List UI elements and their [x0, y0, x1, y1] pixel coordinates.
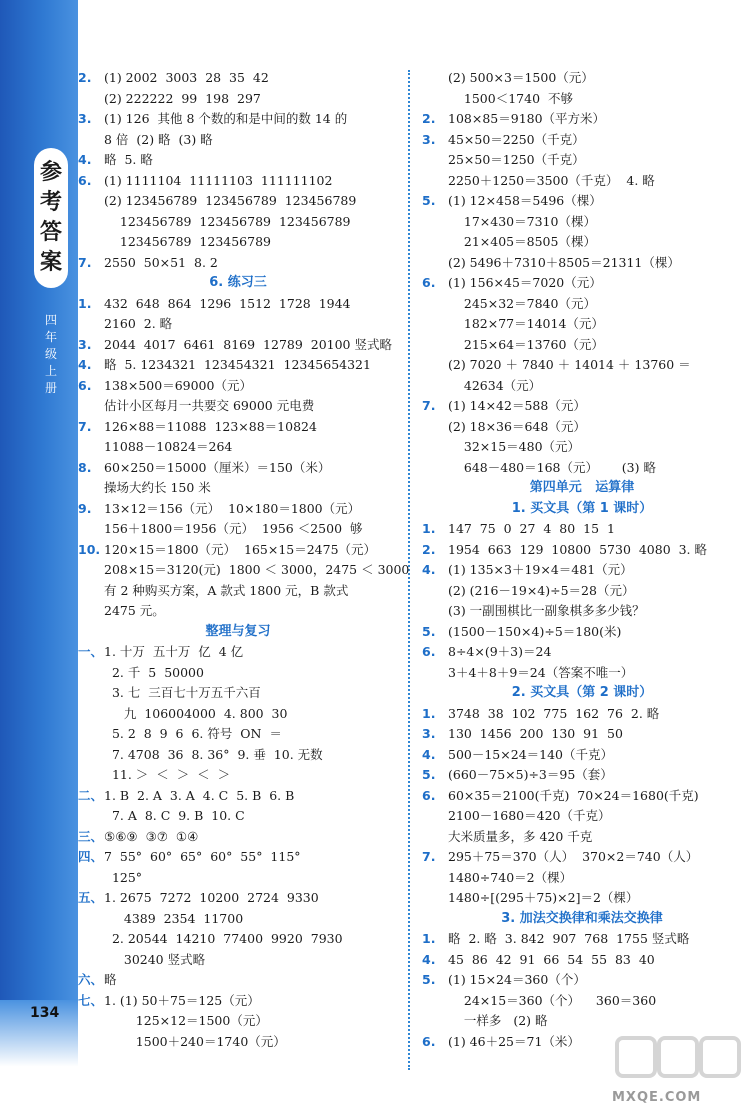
watermark-text: MXQE.COM — [612, 1090, 702, 1105]
answer-line — [78, 972, 117, 987]
answer-line — [422, 1034, 580, 1049]
answer-line — [78, 234, 271, 249]
answer-line — [422, 316, 604, 331]
answer-line — [78, 931, 343, 946]
item-number: 10. — [78, 541, 101, 557]
answer-line — [78, 747, 323, 762]
answer-line — [422, 767, 613, 782]
answer-text: 2. 20544 14210 77400 9920 7930 — [104, 931, 343, 946]
item-number: 9. — [78, 500, 92, 516]
answer-text: 大米质量多，多 420 千克 — [448, 828, 593, 844]
answer-line — [422, 931, 689, 946]
answer-line — [422, 890, 638, 905]
item-number: 七、 — [78, 992, 104, 1008]
answer-text: 1. 2675 7272 10200 2724 9330 — [104, 890, 319, 905]
section-heading: 第四单元 运算律 — [529, 480, 635, 495]
answer-text: (1) 46＋25＝71（米） — [448, 1033, 580, 1049]
answer-text: ⑤⑥⑨ ③⑦ ①④ — [104, 828, 199, 844]
grade-char: 级 — [44, 347, 57, 361]
answer-line — [78, 501, 360, 516]
answer-text: 3＋4＋8＋9＝24（答案不唯一） — [448, 664, 634, 680]
answer-line — [78, 788, 294, 803]
answer-text: 130 1456 200 130 91 50 — [448, 726, 623, 741]
section-heading: 1. 买文具（第 1 课时） — [511, 500, 653, 516]
item-number: 4. — [422, 951, 436, 967]
item-number: 6. — [422, 644, 436, 659]
answer-line — [78, 337, 392, 352]
answer-text: (1) 2002 3003 28 35 42 — [104, 70, 269, 85]
item-number: 四、 — [78, 849, 104, 864]
item-number: 5. — [422, 972, 436, 987]
answer-text: 11. ＞ ＜ ＞ ＜ ＞ — [104, 767, 231, 782]
answer-line — [422, 993, 656, 1008]
answer-text: 108×85＝9180（平方米） — [448, 111, 606, 126]
answer-line — [78, 255, 218, 270]
answer-line — [422, 296, 596, 311]
item-number: 五、 — [78, 890, 104, 905]
answer-text: 7. A 8. C 9. B 10. C — [104, 808, 245, 823]
answer-text: 125×12＝1500（元） — [104, 1013, 268, 1028]
item-number: 1. — [78, 295, 92, 311]
grade-char: 册 — [44, 381, 57, 395]
answer-text: 九 106004000 4. 800 30 — [104, 705, 288, 721]
answer-line — [422, 378, 541, 393]
answer-text: (2) 222222 99 198 297 — [104, 90, 261, 106]
answer-line — [422, 542, 707, 557]
answer-line — [78, 685, 261, 700]
answer-line — [78, 583, 348, 598]
answer-text: 1500＜1740 不够 — [448, 90, 573, 106]
answer-line — [78, 480, 211, 495]
answer-line — [78, 870, 142, 885]
answer-line — [422, 255, 680, 270]
answer-line — [422, 1013, 548, 1028]
answer-text: (2) 5496＋7310＋8505＝21311（棵） — [448, 254, 680, 270]
answer-text: 45 86 42 91 66 54 55 83 40 — [448, 951, 655, 967]
answer-text: (1) 126 其他 8 个数的和是中间的数 14 的 — [104, 111, 348, 126]
answer-text: 30240 竖式略 — [104, 951, 206, 967]
answer-line — [422, 624, 621, 639]
answer-line — [422, 337, 604, 352]
item-number: 1. — [422, 705, 436, 721]
item-number: 4. — [78, 357, 92, 372]
answer-text: 156＋1800＝1956（元） 1956 ＜2500 够 — [104, 521, 363, 536]
answer-text: 1480÷[(295＋75)×2]＝2（棵） — [448, 890, 639, 905]
answer-line — [422, 193, 602, 208]
answer-text: (1) 135×3＋19×4＝481（元） — [448, 562, 633, 577]
answer-text: 208×15＝3120(元) 1800 ＜ 3000，2475 ＜ 3000 — [104, 562, 410, 577]
answer-text: 略 2. 略 3. 842 907 768 1755 竖式略 — [448, 931, 690, 946]
section-heading: 3. 加法交换律和乘法交换律 — [501, 910, 663, 926]
item-number: 6. — [422, 1033, 436, 1049]
answer-line — [422, 788, 699, 803]
answer-text: (1) 15×24＝360（个） — [448, 972, 586, 987]
answer-line — [78, 521, 362, 536]
answer-line — [78, 70, 269, 85]
answer-text: 123456789 123456789 — [104, 234, 271, 249]
answer-line — [78, 849, 301, 864]
section-heading: 整理与复习 — [205, 623, 271, 639]
answer-line — [422, 562, 633, 577]
answer-line — [78, 419, 317, 434]
answer-line — [422, 152, 585, 167]
item-number: 一、 — [78, 644, 104, 659]
answer-line — [78, 214, 351, 229]
answer-line — [422, 419, 586, 434]
answer-line — [422, 644, 551, 659]
item-number: 3. — [422, 131, 436, 147]
answer-text: 182×77＝14014（元） — [448, 316, 604, 331]
answer-text: 1500＋240＝1740（元） — [104, 1033, 286, 1049]
answer-line — [422, 829, 592, 844]
answer-text: 147 75 0 27 4 80 15 1 — [448, 521, 615, 536]
answer-text: 25×50＝1250（千克） — [448, 152, 585, 167]
answer-line — [78, 460, 330, 475]
answer-text: 295＋75＝370（人） 370×2＝740（人） — [448, 849, 699, 864]
answer-line — [78, 91, 261, 106]
item-number: 5. — [422, 193, 436, 208]
answer-line — [422, 603, 645, 618]
answer-text: 有 2 种购买方案，A 款式 1800 元，B 款式 — [104, 582, 349, 598]
answer-text: 2044 4017 6461 8169 12789 20100 竖式略 — [104, 336, 392, 352]
answer-line — [422, 460, 656, 475]
answer-text: 2475 元。 — [104, 603, 165, 618]
grade-char: 上 — [44, 364, 57, 378]
answer-line — [422, 583, 634, 598]
answer-text: 11088－10824＝264 — [104, 439, 233, 454]
answer-line — [78, 665, 204, 680]
answer-line — [78, 1013, 268, 1028]
tab-char: 考 — [39, 190, 62, 215]
answer-text: 120×15＝1800（元） 165×15＝2475（元） — [104, 541, 377, 557]
item-number: 1. — [422, 521, 436, 536]
item-number: 6. — [78, 172, 92, 188]
answer-key-tab — [34, 148, 68, 288]
item-number: 三、 — [78, 828, 104, 844]
answer-text: 60×35＝2100(千克) 70×24＝1680(千克) — [448, 787, 699, 803]
answer-line — [78, 193, 356, 208]
answer-line — [422, 398, 586, 413]
answer-text: 1. 十万 五十万 亿 4 亿 — [104, 644, 244, 659]
answer-text: 13×12＝156（元） 10×180＝1800（元） — [104, 500, 361, 516]
answer-line — [422, 849, 698, 864]
answer-line — [422, 173, 655, 188]
tab-char: 参 — [39, 160, 62, 185]
answer-line — [422, 870, 572, 885]
answer-line — [422, 439, 580, 454]
item-number: 6. — [78, 377, 92, 393]
answer-line — [78, 603, 165, 618]
item-number: 7. — [422, 398, 436, 413]
section-heading: 6. 练习三 — [209, 275, 267, 290]
item-number: 6. — [422, 275, 436, 290]
tab-char: 答 — [39, 220, 62, 245]
answer-line — [78, 644, 243, 659]
answer-line — [422, 357, 691, 372]
answer-line — [422, 747, 613, 762]
answer-text: (2) 18×36＝648（元） — [448, 418, 586, 434]
answer-text: 8 倍 (2) 略 (3) 略 — [104, 131, 213, 147]
answer-line — [78, 132, 213, 147]
item-number: 4. — [78, 152, 92, 167]
answer-text: (1) 14×42＝588（元） — [448, 398, 586, 413]
answer-line — [78, 316, 172, 331]
answer-line — [78, 911, 243, 926]
answer-text: 17×430＝7310（棵） — [448, 213, 596, 229]
answer-line — [422, 91, 573, 106]
answer-line — [422, 234, 596, 249]
answer-line — [78, 1034, 286, 1049]
answer-line — [78, 378, 252, 393]
item-number: 6. — [422, 787, 436, 803]
answer-text: 32×15＝480（元） — [448, 439, 581, 454]
answer-line — [78, 398, 314, 413]
answer-text: 略 5. 略 — [104, 152, 153, 167]
answer-text: 60×250＝15000（厘米）＝150（米） — [104, 459, 331, 475]
answer-line — [78, 439, 232, 454]
answer-text: 一样多 (2) 略 — [448, 1013, 548, 1028]
answer-text: 215×64＝13760（元） — [448, 336, 604, 352]
answer-text: 估计小区每月一共要交 69000 元电费 — [104, 398, 315, 413]
answer-text: 2. 千 5 50000 — [104, 664, 204, 680]
answer-text: 操场大约长 150 米 — [104, 480, 211, 495]
answer-text: 2550 50×51 8. 2 — [104, 254, 218, 270]
item-number: 5. — [422, 767, 436, 782]
answer-line — [422, 808, 610, 823]
answer-line — [78, 890, 319, 905]
page-number: 134 — [30, 1005, 60, 1021]
answer-line — [78, 829, 198, 844]
answer-text: 42634（元） — [448, 377, 542, 393]
item-number: 3. — [422, 726, 436, 741]
answer-line — [422, 132, 585, 147]
answer-text: 1480÷740＝2（棵） — [448, 869, 573, 885]
answer-text: 略 — [104, 972, 117, 987]
answer-line — [422, 665, 633, 680]
answer-text: 432 648 864 1296 1512 1728 1944 — [104, 295, 351, 311]
grade-label — [40, 312, 62, 397]
answer-text: (660－75×5)÷3＝95（套） — [448, 767, 613, 782]
answer-line — [422, 972, 586, 987]
tab-char: 案 — [39, 250, 62, 275]
answer-text: 7. 4708 36 8. 36° 9. 垂 10. 无数 — [104, 746, 323, 762]
answer-line — [422, 521, 615, 536]
answer-text: (3) 一副围棋比一副象棋多多少钱？ — [448, 603, 645, 618]
answer-text: (1) 12×458＝5496（棵） — [448, 193, 602, 208]
item-number: 4. — [422, 562, 436, 577]
answer-text: 648－480＝168（元） (3) 略 — [448, 459, 656, 475]
answer-line — [422, 70, 594, 85]
answer-line — [78, 952, 205, 967]
grade-char: 四 — [44, 313, 57, 327]
answer-text: (1500－150×4)÷5＝180(米) — [448, 623, 622, 639]
answer-text: 3. 七 三百七十万五千六百 — [104, 685, 261, 700]
answer-text: (2) 500×3＝1500（元） — [448, 70, 594, 85]
item-number: 8. — [78, 459, 92, 475]
item-number: 2. — [422, 541, 436, 557]
answer-line — [422, 111, 605, 126]
answer-text: 3748 38 102 775 162 76 2. 略 — [448, 705, 660, 721]
sidebar-band — [0, 0, 78, 1000]
answer-line — [78, 542, 376, 557]
item-number: 7. — [78, 254, 92, 270]
answer-text: 1. B 2. A 3. A 4. C 5. B 6. B — [104, 787, 295, 803]
answer-text: (2) 7020 ＋ 7840 ＋ 14014 ＋ 13760 ＝ — [448, 357, 691, 372]
item-number: 1. — [422, 931, 436, 946]
answer-text: 1. (1) 50＋75＝125（元） — [104, 992, 260, 1008]
answer-text: 2100－1680＝420（千克） — [448, 808, 611, 823]
grade-char: 年 — [44, 330, 57, 344]
answer-text: 4389 2354 11700 — [104, 910, 244, 926]
answer-line — [78, 296, 351, 311]
item-number: 3. — [78, 111, 92, 126]
answer-line — [78, 111, 347, 126]
answer-text: (2) (216－19×4)÷5＝28（元） — [448, 582, 635, 598]
section-heading: 2. 买文具（第 2 课时） — [511, 685, 653, 700]
answer-line — [422, 706, 659, 721]
answer-text: 1954 663 129 10800 5730 4080 3. 略 — [448, 541, 707, 557]
item-number: 7. — [78, 418, 92, 434]
answer-text: 7 55° 60° 65° 60° 55° 115° — [104, 849, 301, 864]
answer-line — [78, 726, 282, 741]
item-number: 7. — [422, 849, 436, 864]
answer-text: 125° — [104, 869, 143, 885]
item-number: 二、 — [78, 787, 104, 803]
answer-text: 123456789 123456789 123456789 — [104, 213, 351, 229]
answer-text: 245×32＝7840（元） — [448, 295, 596, 311]
answer-text: 24×15＝360（个） 360＝360 — [448, 992, 657, 1008]
answer-text: 5. 2 8 9 6 6. 符号 ON ＝ — [104, 726, 282, 741]
answer-line — [78, 993, 260, 1008]
answer-line — [78, 808, 245, 823]
answer-text: 138×500＝69000（元） — [104, 377, 252, 393]
answer-text: 500－15×24＝140（千克） — [448, 746, 614, 762]
answer-line — [78, 357, 371, 372]
item-number: 5. — [422, 623, 436, 639]
answer-line — [78, 173, 332, 188]
answer-line — [78, 152, 153, 167]
answer-line — [78, 767, 230, 782]
answer-line — [422, 275, 602, 290]
answer-text: (1) 156×45＝7020（元） — [448, 275, 602, 290]
answer-text: 8÷4×(9＋3)＝24 — [448, 644, 552, 659]
answer-text: (2) 123456789 123456789 123456789 — [104, 193, 357, 208]
answer-text: 2250＋1250＝3500（千克） 4. 略 — [448, 172, 655, 188]
answer-line — [422, 214, 596, 229]
item-number: 3. — [78, 336, 92, 352]
answer-line — [78, 706, 287, 721]
answer-line — [78, 562, 409, 577]
item-number: 六、 — [78, 972, 104, 987]
answer-text: 2160 2. 略 — [104, 316, 173, 331]
answer-line — [422, 726, 623, 741]
answer-text: (1) 1111104 11111103 111111102 — [104, 172, 333, 188]
answer-text: 126×88＝11088 123×88＝10824 — [104, 418, 317, 434]
answer-text: 略 5. 1234321 123454321 12345654321 — [104, 357, 371, 372]
item-number: 2. — [422, 111, 436, 126]
item-number: 2. — [78, 70, 92, 85]
item-number: 4. — [422, 746, 436, 762]
answer-line — [422, 952, 655, 967]
answer-text: 21×405＝8505（棵） — [448, 234, 596, 249]
answer-text: 45×50＝2250（千克） — [448, 131, 585, 147]
